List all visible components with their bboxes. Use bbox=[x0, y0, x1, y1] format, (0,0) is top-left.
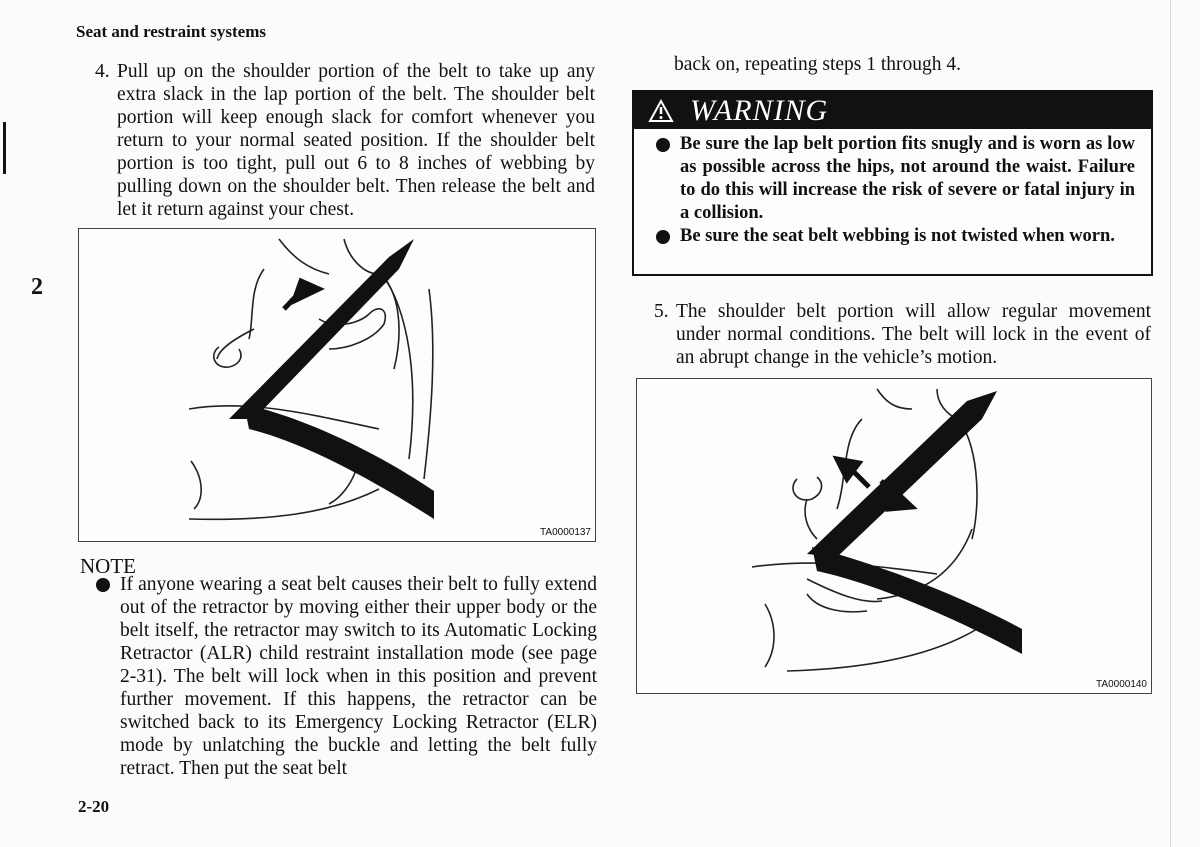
continuation-text: back on, repeating steps 1 through 4. bbox=[674, 54, 962, 75]
step-4-number: 4. bbox=[95, 61, 110, 82]
step-5-text: The shoulder belt portion will allow regular movement under normal conditions. The belt will lock in the event of an abrupt change in the vehicle’s motion. bbox=[676, 301, 1151, 368]
warning-item-text: Be sure the seat belt webbing is not twisted when worn. bbox=[680, 226, 1115, 246]
figure-2-code: TA0000140 bbox=[1096, 679, 1147, 690]
note-body bbox=[96, 573, 597, 780]
warning-item bbox=[656, 133, 1135, 225]
bullet-icon bbox=[656, 230, 670, 244]
warning-item bbox=[656, 225, 1135, 248]
page-number: 2-20 bbox=[78, 797, 110, 816]
page-edge-rule bbox=[1170, 0, 1171, 847]
bullet-icon bbox=[96, 578, 110, 592]
chapter-number: 2 bbox=[31, 274, 43, 300]
figure-belt-lock bbox=[636, 378, 1152, 694]
illustration-person-pulling-belt bbox=[79, 229, 595, 541]
warning-title: WARNING bbox=[690, 93, 829, 127]
warning-item-text: Be sure the lap belt portion fits snugly and is worn as low as possible across the hips, not around the waist. Failure to do this will increase the risk of severe or fatal injury in a collision. bbox=[680, 134, 1135, 223]
warning-box bbox=[632, 90, 1153, 276]
step-5-number: 5. bbox=[654, 301, 669, 322]
note-title: NOTE bbox=[80, 554, 136, 578]
warning-triangle-icon bbox=[648, 99, 674, 123]
note-text: If anyone wearing a seat belt causes their belt to fully extend out of the retractor by moving either their upper body or the belt itself, the retractor may switch to its Automatic Locking Retractor (ALR) child restraint installation mode (see page 2-31). The belt will lock when in this position and prevent further movement. If this happens, the retractor can be switched back to its Emergency Locking Retractor (ELR) mode by unlatching the buckle and letting the belt fully retract. Then put the seat belt bbox=[120, 574, 597, 779]
step-5 bbox=[654, 300, 1151, 369]
section-title: Seat and restraint systems bbox=[76, 22, 266, 41]
step-4 bbox=[95, 60, 595, 221]
figure-shoulder-belt-adjust bbox=[78, 228, 596, 542]
edge-tab-mark bbox=[3, 122, 6, 174]
warning-body bbox=[634, 129, 1151, 248]
warning-header bbox=[634, 92, 1151, 129]
figure-1-code: TA0000137 bbox=[540, 527, 591, 538]
illustration-person-belt-locked bbox=[637, 379, 1151, 693]
step-4-text: Pull up on the shoulder portion of the belt to take up any extra slack in the lap portion of the belt. The shoulder belt portion will keep enough slack for comfort whenever you return to your normal seated position. If the shoulder belt portion is too tight, pull out 6 to 8 inches of webbing by pulling down on the shoulder belt. Then release the belt and let it return against your chest. bbox=[117, 61, 595, 220]
note-item bbox=[96, 573, 597, 780]
bullet-icon bbox=[656, 138, 670, 152]
